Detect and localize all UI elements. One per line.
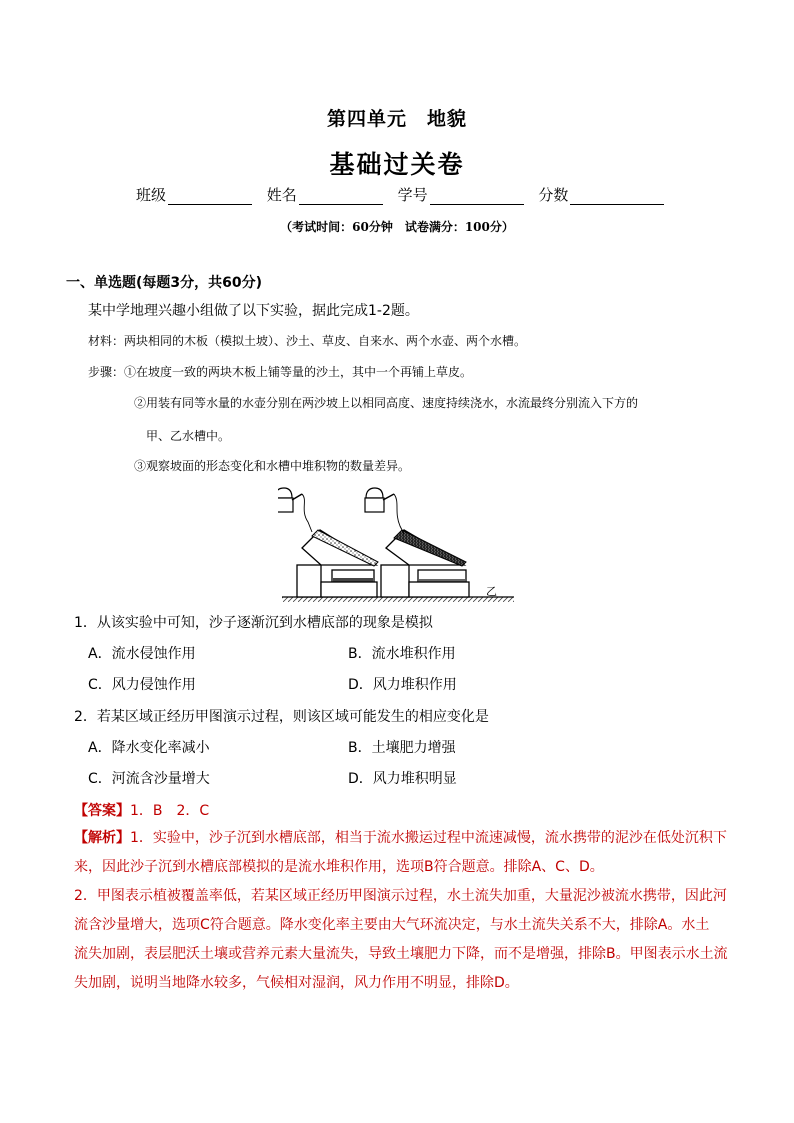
q2-option-b[interactable]: B．土壤肥力增强 xyxy=(348,740,456,756)
student-id-label: 学号 xyxy=(397,186,428,204)
analysis-line: 1．实验中，沙子沉到水槽底部，相当于流水搬运过程中流速减慢，流水携带的泥沙在低处沉积下 xyxy=(130,830,727,846)
experiment-figure xyxy=(278,482,518,606)
question-2-stem: 2．若某区域正经历甲图演示过程，则该区域可能发生的相应变化是 xyxy=(74,709,489,725)
exam-info: （考试时间：60分钟 试卷满分：100分） xyxy=(280,220,514,234)
figure-label-yi: 乙 xyxy=(486,585,497,598)
step-2-line-1: ②用装有同等水量的水壶分别在两沙坡上以相同高度、速度持续浇水，水流最终分别流入下方的 xyxy=(134,396,639,410)
q1-option-a[interactable]: A．流水侵蚀作用 xyxy=(88,646,196,662)
analysis-block xyxy=(74,824,754,998)
setup-yi xyxy=(365,488,497,598)
analysis-line: 流失加剧，表层肥沃土壤或营养元素大量流失，导致土壤肥力下降，而不是增强，排除B。甲图表示水土流 xyxy=(74,946,728,962)
student-info-fields xyxy=(136,184,674,205)
paper-title: 基础过关卷 xyxy=(329,150,465,179)
answer-label: 【答案】 xyxy=(74,803,130,819)
score-blank[interactable] xyxy=(570,188,664,205)
step-2-line-2: 甲、乙水槽中。 xyxy=(146,429,231,443)
intro-text: 某中学地理兴趣小组做了以下实验，据此完成1-2题。 xyxy=(88,303,419,319)
student-id-blank[interactable] xyxy=(430,188,524,205)
q2-option-a[interactable]: A．降水变化率减小 xyxy=(88,740,210,756)
materials-text: 材料：两块相同的木板（模拟土坡）、沙土、草皮、自来水、两个水壶、两个水槽。 xyxy=(88,334,527,348)
watering-can-icon xyxy=(278,488,302,512)
q2-option-d[interactable]: D．风力堆积明显 xyxy=(348,771,457,787)
section-title: 一、单选题(每题3分，共60分) xyxy=(66,275,263,291)
q2-option-c[interactable]: C．河流含沙量增大 xyxy=(88,771,210,787)
class-blank[interactable] xyxy=(168,188,252,205)
q1-option-b[interactable]: B．流水堆积作用 xyxy=(348,646,456,662)
analysis-line: 2．甲图表示植被覆盖率低，若某区域正经历甲图演示过程，水土流失加重，大量泥沙被流水携带，因此河 xyxy=(74,888,727,904)
score-label: 分数 xyxy=(538,186,569,204)
name-label: 姓名 xyxy=(266,186,297,204)
analysis-label: 【解析】 xyxy=(74,830,130,846)
analysis-line: 来，因此沙子沉到水槽底部模拟的是流水堆积作用，选项B符合题意。排除A、C、D。 xyxy=(74,859,604,875)
analysis-line: 失加剧，说明当地降水较多，气候相对湿润，风力作用不明显，排除D。 xyxy=(74,975,519,991)
class-label: 班级 xyxy=(136,186,167,204)
question-1-stem: 1．从该实验中可知，沙子逐渐沉到水槽底部的现象是模拟 xyxy=(74,615,433,631)
ground xyxy=(282,597,514,602)
q1-option-d[interactable]: D．风力堆积作用 xyxy=(348,677,457,693)
answer-block xyxy=(74,800,209,820)
q1-option-c[interactable]: C．风力侵蚀作用 xyxy=(88,677,196,693)
answer-text: 1．B 2．C xyxy=(130,803,210,819)
step-1: 步骤：①在坡度一致的两块木板上铺等量的沙土，其中一个再铺上草皮。 xyxy=(88,365,473,379)
analysis-line: 流含沙量增大，选项C符合题意。降水变化率主要由大气环流决定，与水土流失关系不大，排除A。水土 xyxy=(74,917,710,933)
unit-title: 第四单元 地貌 xyxy=(326,108,467,130)
name-blank[interactable] xyxy=(299,188,383,205)
step-3: ③观察坡面的形态变化和水槽中堆积物的数量差异。 xyxy=(134,459,411,473)
watering-can-icon xyxy=(365,488,394,512)
